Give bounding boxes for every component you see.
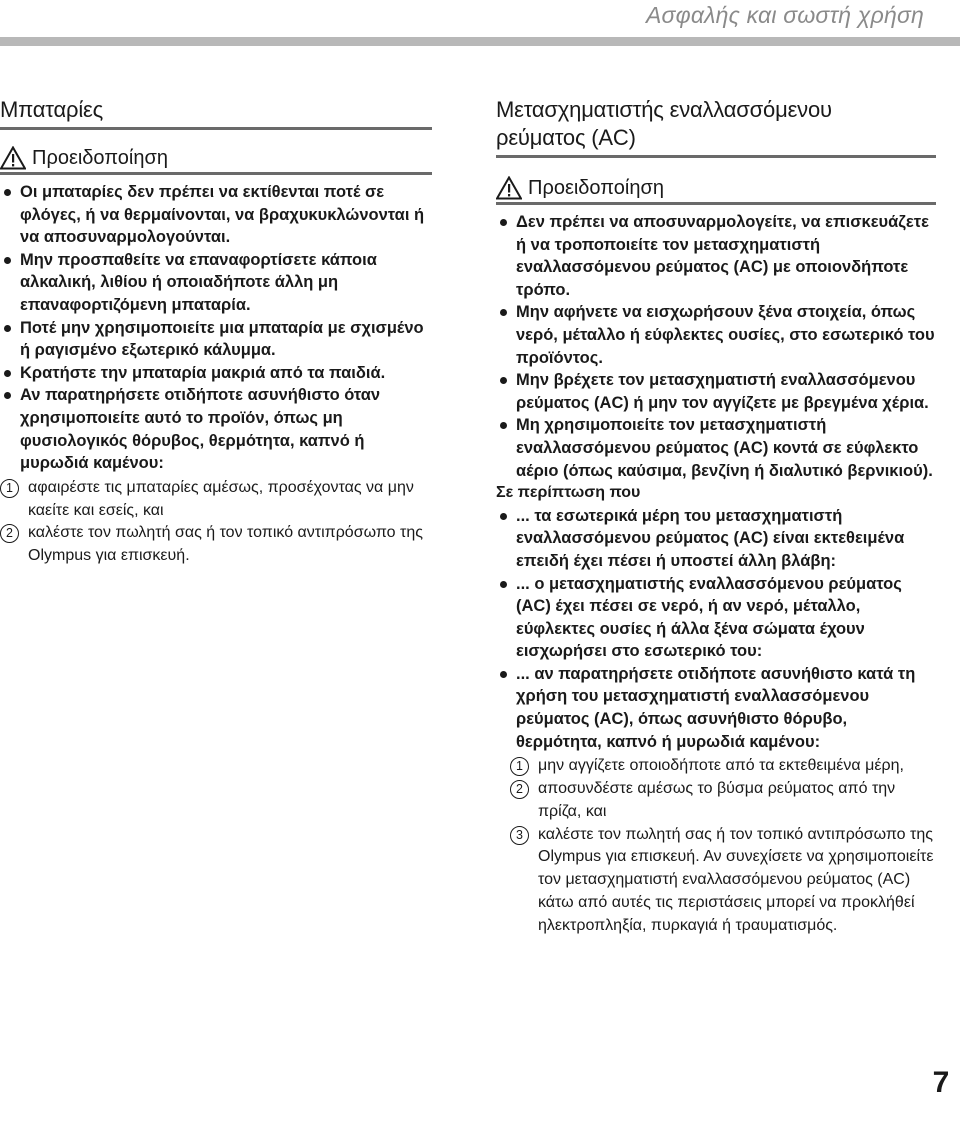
step-item — [510, 755, 936, 778]
list-item: ... αν παρατηρήσετε οτιδήποτε ασυνήθιστο κατά τη χρήση του μετασχηματιστή εναλλασσόμενου ρεύματος (AC), όπως ασυνήθιστο θόρυβο, θερμότητα, καπνό ή μυρωδιά καμένου: — [496, 663, 936, 753]
warning-triangle-icon — [0, 146, 26, 170]
step-item — [510, 778, 936, 824]
batteries-steps — [0, 477, 432, 568]
list-item: Μην προσπαθείτε να επαναφορτίσετε κάποια αλκαλική, λιθίου ή οποιαδήποτε άλλη μη επαναφορτιζόμενη μπαταρία. — [0, 249, 432, 317]
running-header-title: Ασφαλής και σωστή χρήση — [646, 2, 924, 28]
list-item: Δεν πρέπει να αποσυναρμολογείτε, να επισκευάζετε ή να τροποποιείτε τον μετασχηματιστή εναλλασσόμενου ρεύματος (AC) με οποιονδήποτε τρόπο. — [496, 211, 936, 301]
ac-adapter-warning-heading — [496, 176, 936, 205]
step-number: 1 — [510, 757, 529, 776]
ac-adapter-section — [496, 96, 936, 938]
ac-adapter-cases-list — [496, 505, 936, 754]
step-text: μην αγγίζετε οποιοδήποτε από τα εκτεθειμένα μέρη, — [538, 757, 904, 775]
list-item: Ποτέ μην χρησιμοποιείτε μια μπαταρία με σχισμένο ή ραγισμένο εξωτερικό κάλυμμα. — [0, 317, 432, 362]
step-text: αποσυνδέστε αμέσως το βύσμα ρεύματος από την πρίζα, και — [538, 780, 896, 820]
list-item: Κρατήστε την μπαταρία μακριά από τα παιδιά. — [0, 362, 432, 385]
list-item: ... ο μετασχηματιστής εναλλασσόμενου ρεύματος (AC) έχει πέσει σε νερό, ή αν νερό, μέταλλο, εύφλεκτες ουσίες ή άλλα ξένα σώματα έχουν εισχωρήσει στο εσωτερικό του: — [496, 573, 936, 663]
step-number: 2 — [0, 524, 19, 543]
list-item: Οι μπαταρίες δεν πρέπει να εκτίθενται ποτέ σε φλόγες, ή να θερμαίνονται, να βραχυκυκλώνονται ή να αποσυναρμολογούνται. — [0, 181, 432, 249]
ac-adapter-steps — [496, 755, 936, 937]
list-item: Αν παρατηρήσετε οτιδήποτε ασυνήθιστο όταν χρησιμοποιείτε αυτό το προϊόν, όπως μη φυσιολογικός θόρυβος, θερμότητα, καπνό ή μυρωδιά καμένου: — [0, 384, 432, 474]
list-item: Μην αφήνετε να εισχωρήσουν ξένα στοιχεία, όπως νερό, μέταλλο ή εύφλεκτες ουσίες, στο εσωτερικό του προϊόντος. — [496, 301, 936, 369]
step-number: 2 — [510, 780, 529, 799]
ac-adapter-title — [496, 96, 936, 158]
step-text: αφαιρέστε τις μπαταρίες αμέσως, προσέχοντας να μην καείτε και εσείς, και — [28, 478, 414, 519]
step-item — [510, 824, 936, 938]
step-text: καλέστε τον πωλητή σας ή τον τοπικό αντιπρόσωπο της Olympus για επισκευή. Αν συνεχίσετε να χρησιμοποιείτε τον μετασχηματιστή εναλλασσόμενου ρεύματος (AC) κάτω από αυτές τις περιστάσεις μπορεί να προκλήθεί ηλεκτροπληξία, πυρκαγιά ή τραυματισμός. — [538, 825, 934, 934]
step-item — [0, 522, 432, 568]
batteries-section — [0, 96, 432, 568]
header-bar — [0, 37, 960, 46]
batteries-title: Μπαταρίες — [0, 96, 432, 130]
step-number: 3 — [510, 826, 529, 845]
step-number: 1 — [0, 479, 19, 498]
warning-triangle-icon — [496, 176, 522, 200]
batteries-warning-heading — [0, 146, 432, 175]
warning-label: Προειδοποίηση — [32, 147, 168, 169]
step-item — [0, 477, 432, 523]
ac-adapter-title-line1: Μετασχηματιστής εναλλασσόμενου — [496, 97, 832, 122]
warning-label: Προειδοποίηση — [528, 177, 664, 199]
batteries-bullet-list — [0, 181, 432, 475]
step-text: καλέστε τον πωλητή σας ή τον τοπικό αντιπρόσωπο της Olympus για επισκευή. — [28, 524, 423, 565]
list-item: ... τα εσωτερικά μέρη του μετασχηματιστή εναλλασσόμενου ρεύματος (AC) είναι εκτεθειμένα επειδή έχει πέσει ή υποστεί άλλη βλάβη: — [496, 505, 936, 573]
ac-adapter-bullet-list — [496, 211, 936, 482]
list-item: Μη χρησιμοποιείτε τον μετασχηματιστή εναλλασσόμενου ρεύματος (AC) κοντά σε εύφλεκτο αέριο (όπως καύσιμα, βενζίνη ή διαλυτικό βερνικιού). — [496, 414, 936, 482]
case-label: Σε περίπτωση που — [496, 484, 641, 502]
page-number: 7 — [932, 1066, 950, 1099]
list-item: Μην βρέχετε τον μετασχηματιστή εναλλασσόμενου ρεύματος (AC) ή μην τον αγγίζετε με βρεγμένα χέρια. — [496, 369, 936, 414]
ac-adapter-title-line2: ρεύματος (AC) — [496, 125, 636, 150]
